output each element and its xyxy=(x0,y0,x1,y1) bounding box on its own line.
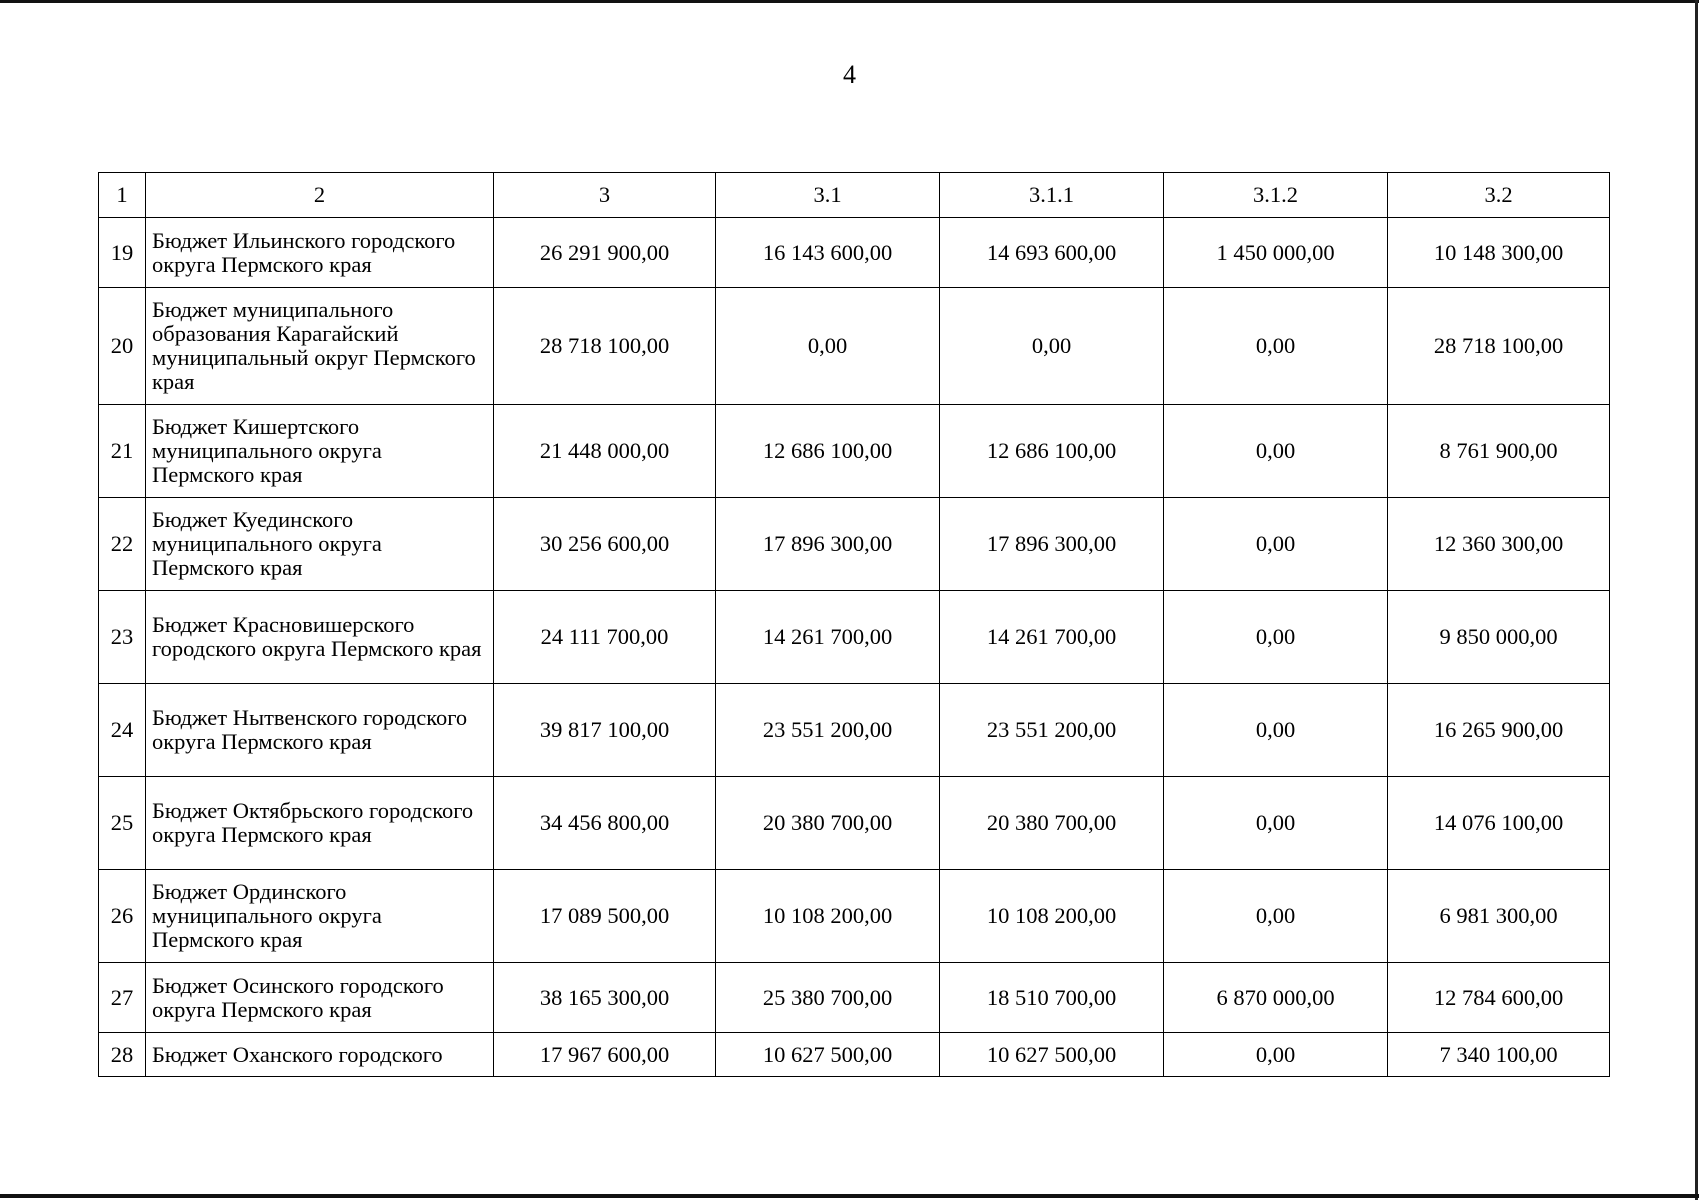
table-row xyxy=(99,684,1610,777)
budget-name: Бюджет Ординского муниципального округа Пермского края xyxy=(146,870,494,963)
value-cell: 17 089 500,00 xyxy=(494,870,716,963)
value-cell: 10 108 200,00 xyxy=(940,870,1164,963)
value-cell: 26 291 900,00 xyxy=(494,218,716,288)
page-edge-top xyxy=(0,0,1699,3)
table-row xyxy=(99,963,1610,1033)
table-row xyxy=(99,1033,1610,1077)
value-cell: 38 165 300,00 xyxy=(494,963,716,1033)
value-cell: 14 693 600,00 xyxy=(940,218,1164,288)
value-cell: 17 967 600,00 xyxy=(494,1033,716,1077)
budget-name: Бюджет Куединского муниципального округа Пермского края xyxy=(146,498,494,591)
row-number: 23 xyxy=(99,591,146,684)
value-cell: 6 981 300,00 xyxy=(1388,870,1610,963)
budget-name: Бюджет Осинского городского округа Пермского края xyxy=(146,963,494,1033)
value-cell: 34 456 800,00 xyxy=(494,777,716,870)
value-cell: 20 380 700,00 xyxy=(716,777,940,870)
value-cell: 0,00 xyxy=(1164,870,1388,963)
value-cell: 14 261 700,00 xyxy=(716,591,940,684)
value-cell: 10 108 200,00 xyxy=(716,870,940,963)
value-cell: 12 360 300,00 xyxy=(1388,498,1610,591)
value-cell: 0,00 xyxy=(1164,684,1388,777)
value-cell: 14 076 100,00 xyxy=(1388,777,1610,870)
value-cell: 0,00 xyxy=(1164,591,1388,684)
value-cell: 10 148 300,00 xyxy=(1388,218,1610,288)
table-row xyxy=(99,870,1610,963)
value-cell: 14 261 700,00 xyxy=(940,591,1164,684)
row-number: 26 xyxy=(99,870,146,963)
value-cell: 21 448 000,00 xyxy=(494,405,716,498)
budget-name: Бюджет Кишертского муниципального округа Пермского края xyxy=(146,405,494,498)
header-cell: 3.1.2 xyxy=(1164,173,1388,218)
value-cell: 16 143 600,00 xyxy=(716,218,940,288)
value-cell: 39 817 100,00 xyxy=(494,684,716,777)
row-number: 22 xyxy=(99,498,146,591)
budget-name: Бюджет Нытвенского городского округа Пермского края xyxy=(146,684,494,777)
value-cell: 17 896 300,00 xyxy=(716,498,940,591)
budget-table xyxy=(98,172,1610,1077)
header-cell: 3.1 xyxy=(716,173,940,218)
value-cell: 12 686 100,00 xyxy=(716,405,940,498)
budget-name: Бюджет Красновишерского городского округа Пермского края xyxy=(146,591,494,684)
budget-name: Бюджет Октябрьского городского округа Пермского края xyxy=(146,777,494,870)
page-number: 4 xyxy=(843,60,856,89)
value-cell: 0,00 xyxy=(1164,405,1388,498)
row-number: 20 xyxy=(99,288,146,405)
header-row xyxy=(99,173,1610,218)
value-cell: 25 380 700,00 xyxy=(716,963,940,1033)
row-number: 24 xyxy=(99,684,146,777)
value-cell: 17 896 300,00 xyxy=(940,498,1164,591)
value-cell: 12 784 600,00 xyxy=(1388,963,1610,1033)
value-cell: 30 256 600,00 xyxy=(494,498,716,591)
value-cell: 0,00 xyxy=(1164,288,1388,405)
header-cell: 3.2 xyxy=(1388,173,1610,218)
value-cell: 10 627 500,00 xyxy=(716,1033,940,1077)
row-number: 28 xyxy=(99,1033,146,1077)
header-cell: 1 xyxy=(99,173,146,218)
value-cell: 23 551 200,00 xyxy=(940,684,1164,777)
value-cell: 10 627 500,00 xyxy=(940,1033,1164,1077)
value-cell: 6 870 000,00 xyxy=(1164,963,1388,1033)
row-number: 19 xyxy=(99,218,146,288)
value-cell: 9 850 000,00 xyxy=(1388,591,1610,684)
value-cell: 1 450 000,00 xyxy=(1164,218,1388,288)
page-edge-bottom xyxy=(0,1194,1699,1198)
table-row xyxy=(99,288,1610,405)
page-edge-right xyxy=(1695,0,1698,1200)
budget-name: Бюджет Оханского городского xyxy=(146,1033,494,1077)
header-cell: 3 xyxy=(494,173,716,218)
row-number: 27 xyxy=(99,963,146,1033)
table-row xyxy=(99,218,1610,288)
value-cell: 24 111 700,00 xyxy=(494,591,716,684)
row-number: 25 xyxy=(99,777,146,870)
value-cell: 8 761 900,00 xyxy=(1388,405,1610,498)
value-cell: 0,00 xyxy=(716,288,940,405)
value-cell: 28 718 100,00 xyxy=(1388,288,1610,405)
table-row xyxy=(99,405,1610,498)
value-cell: 7 340 100,00 xyxy=(1388,1033,1610,1077)
value-cell: 23 551 200,00 xyxy=(716,684,940,777)
header-cell: 3.1.1 xyxy=(940,173,1164,218)
table-body xyxy=(99,218,1610,1077)
budget-name: Бюджет муниципального образования Карагайский муниципальный округ Пермского края xyxy=(146,288,494,405)
value-cell: 12 686 100,00 xyxy=(940,405,1164,498)
value-cell: 0,00 xyxy=(1164,777,1388,870)
value-cell: 18 510 700,00 xyxy=(940,963,1164,1033)
value-cell: 0,00 xyxy=(940,288,1164,405)
table-row xyxy=(99,591,1610,684)
budget-name: Бюджет Ильинского городского округа Пермского края xyxy=(146,218,494,288)
header-cell: 2 xyxy=(146,173,494,218)
row-number: 21 xyxy=(99,405,146,498)
table-row xyxy=(99,777,1610,870)
value-cell: 0,00 xyxy=(1164,498,1388,591)
value-cell: 16 265 900,00 xyxy=(1388,684,1610,777)
value-cell: 0,00 xyxy=(1164,1033,1388,1077)
value-cell: 28 718 100,00 xyxy=(494,288,716,405)
value-cell: 20 380 700,00 xyxy=(940,777,1164,870)
table-header xyxy=(99,173,1610,218)
table-row xyxy=(99,498,1610,591)
